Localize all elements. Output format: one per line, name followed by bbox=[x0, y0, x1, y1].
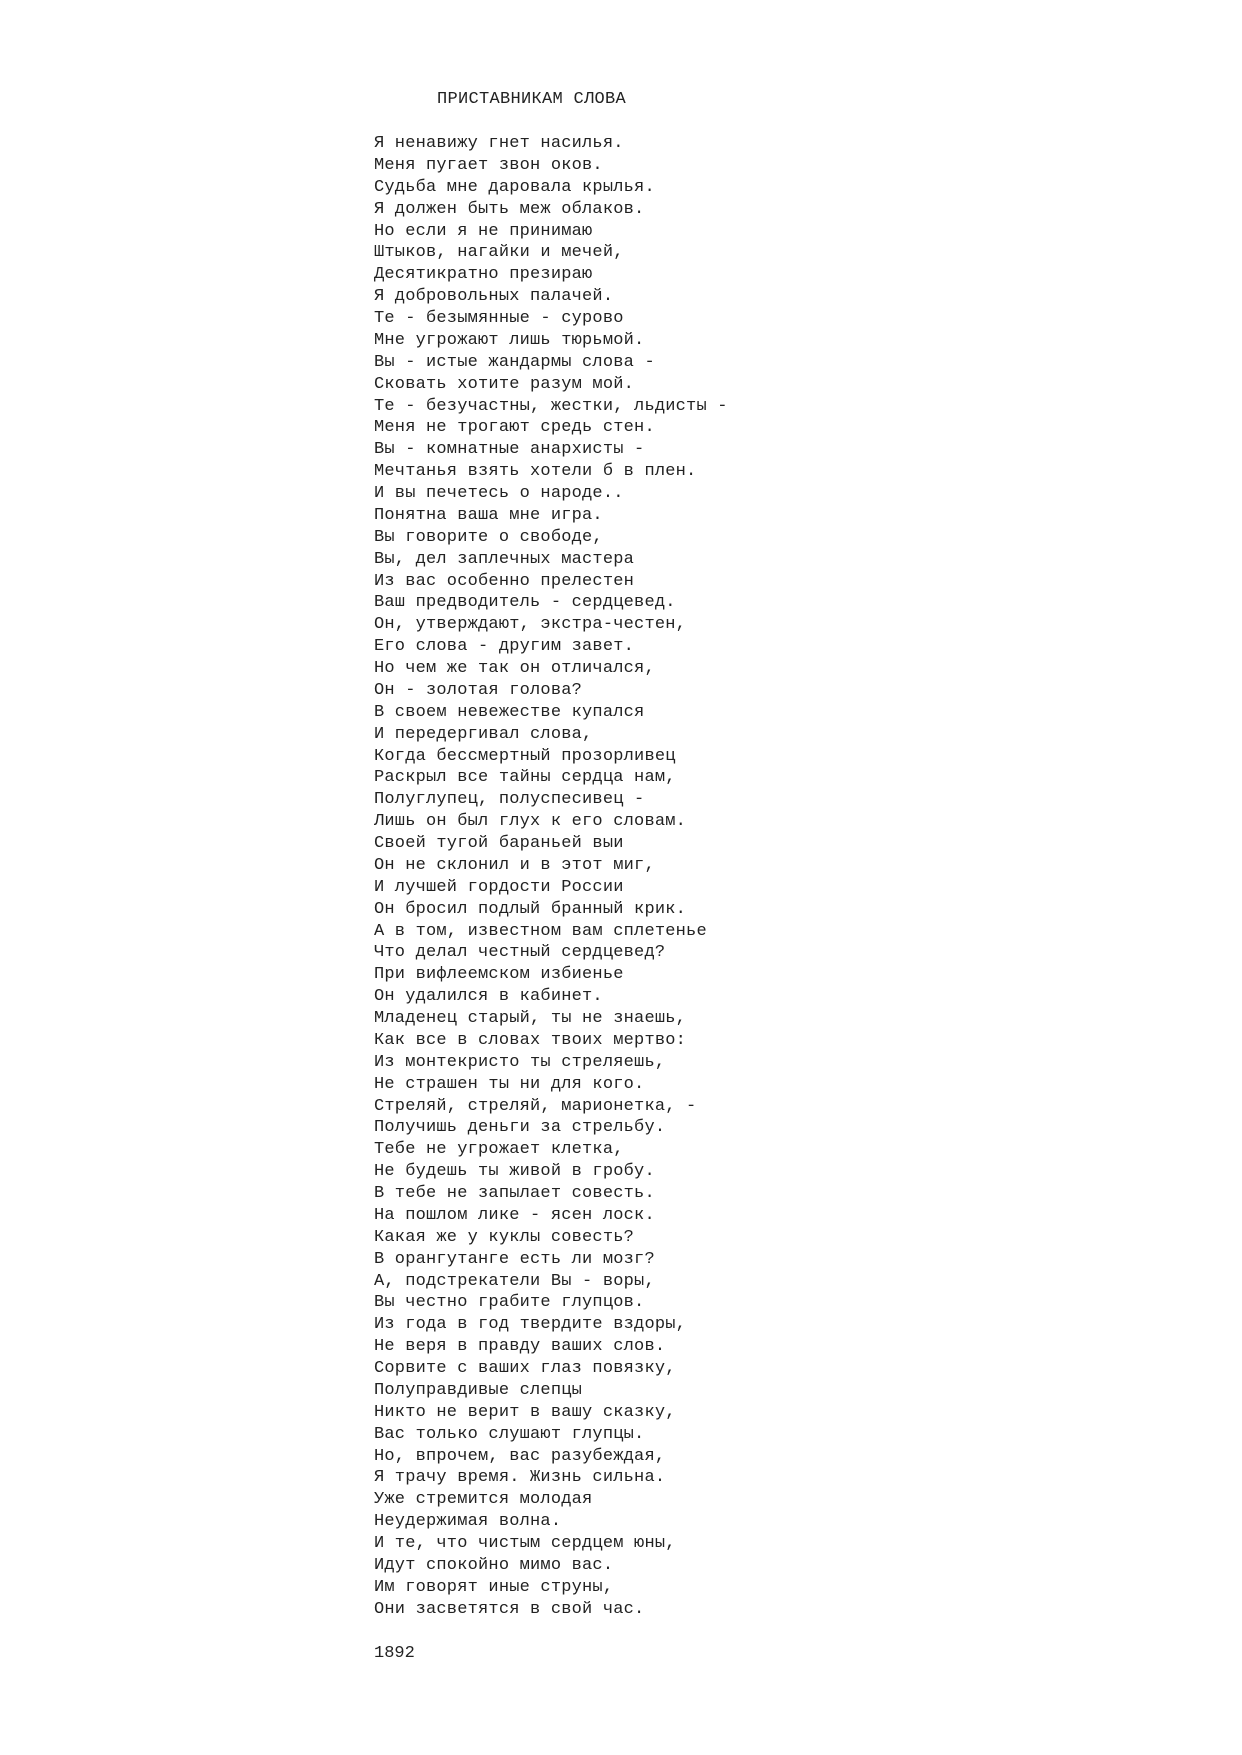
poem-line: В тебе не запылает совесть. bbox=[374, 1184, 655, 1203]
poem-line: Идут спокойно мимо вас. bbox=[374, 1555, 614, 1575]
poem-line: Меня пугает звон оков. bbox=[374, 155, 603, 175]
poem-line: Из года в год твердите вздоры, bbox=[374, 1315, 687, 1335]
poem-line: А, подстрекатели Вы - воры, bbox=[374, 1271, 655, 1291]
poem-year: 1892 bbox=[374, 1644, 415, 1663]
poem-title: ПРИСТАВНИКАМ СЛОВА bbox=[437, 90, 627, 109]
poem-line: Как все в словах твоих мертво: bbox=[374, 1030, 687, 1050]
poem-line: При вифлеемском избиенье bbox=[374, 965, 624, 985]
poem-line: Но чем же так он отличался, bbox=[374, 659, 655, 678]
poem-line: Понятна ваша мне игра. bbox=[374, 505, 603, 525]
poem-line: Я добровольных палачей. bbox=[374, 287, 614, 307]
poem-line: Сорвите с ваших глаз повязку, bbox=[374, 1359, 676, 1378]
poem-line: Стреляй, стреляй, марионетка, - bbox=[374, 1096, 697, 1116]
poem-line: Вы, дел заплечных мастера bbox=[374, 549, 635, 569]
poem-line: Он, утверждают, экстра-честен, bbox=[374, 615, 687, 635]
poem-line: Своей тугой бараньей выи bbox=[374, 834, 624, 853]
poem-line: Когда бессмертный прозорливец bbox=[374, 746, 676, 766]
poem-line: И те, что чистым сердцем юны, bbox=[374, 1534, 676, 1553]
poem-line: Он удалился в кабинет. bbox=[374, 987, 603, 1007]
poem-line: Раскрыл все тайны сердца нам, bbox=[374, 768, 676, 788]
poem-line: Он бросил подлый бранный крик. bbox=[374, 899, 687, 919]
poem-line: Вас только слушают глупцы. bbox=[374, 1424, 645, 1444]
poem-line: Не будешь ты живой в гробу. bbox=[374, 1162, 655, 1182]
poem-line: И передергивал слова, bbox=[374, 724, 593, 744]
poem-line: Но если я не принимаю bbox=[374, 221, 593, 241]
poem-line: Мне угрожают лишь тюрьмой. bbox=[374, 330, 645, 350]
poem-line: Те - безучастны, жестки, льдисты - bbox=[374, 396, 728, 416]
poem-line: В своем невежестве купался bbox=[374, 702, 645, 722]
poem-line: Младенец старый, ты не знаешь, bbox=[374, 1009, 687, 1028]
poem-line: Не веря в правду ваших слов. bbox=[374, 1337, 666, 1357]
poem-line: Десятикратно презираю bbox=[374, 265, 593, 285]
poem-line: В орангутанге есть ли мозг? bbox=[374, 1249, 655, 1269]
poem-line: Какая же у куклы совесть? bbox=[374, 1227, 635, 1247]
poem-line: Не страшен ты ни для кого. bbox=[374, 1074, 645, 1094]
poem-line: Я должен быть меж облаков. bbox=[374, 199, 645, 219]
poem-line: Они засветятся в свой час. bbox=[374, 1599, 645, 1619]
poem-line: Сковать хотите разум мой. bbox=[374, 374, 635, 394]
poem-line: Ваш предводитель - сердцевед. bbox=[374, 593, 676, 613]
poem-line: Неудержимая волна. bbox=[374, 1512, 562, 1532]
poem-line: Он - золотая голова? bbox=[374, 680, 583, 700]
poem-line: Меня не трогают средь стен. bbox=[374, 418, 655, 438]
poem-line: Уже стремится молодая bbox=[374, 1490, 593, 1510]
poem-line: Никто не верит в вашу сказку, bbox=[374, 1402, 676, 1422]
poem-line: Он не склонил и в этот миг, bbox=[374, 855, 655, 875]
poem-line: Из монтекристо ты стреляешь, bbox=[374, 1052, 666, 1072]
poem-line: Лишь он был глух к его словам. bbox=[374, 812, 687, 832]
poem-line: Его слова - другим завет. bbox=[374, 637, 635, 657]
poem-line: Из вас особенно прелестен bbox=[374, 571, 635, 591]
poem-line: Мечтанья взять хотели б в плен. bbox=[374, 462, 697, 482]
poem-line: Те - безымянные - сурово bbox=[374, 309, 624, 328]
poem-line: Вы говорите о свободе, bbox=[374, 527, 603, 547]
poem-line: И лучшей гордости России bbox=[374, 877, 624, 897]
poem-line: Судьба мне даровала крылья. bbox=[374, 177, 655, 197]
poem-line: Вы - комнатные анархисты - bbox=[374, 440, 645, 460]
poem-line: Им говорят иные струны, bbox=[374, 1577, 614, 1597]
poem-body bbox=[374, 133, 728, 1621]
poem-line: Я ненавижу гнет насилья. bbox=[374, 134, 624, 153]
poem-line: Штыков, нагайки и мечей, bbox=[374, 243, 624, 263]
poem-line: Получишь деньги за стрельбу. bbox=[374, 1118, 666, 1138]
poem-line: Вы честно грабите глупцов. bbox=[374, 1293, 645, 1313]
poem-line: А в том, известном вам сплетенье bbox=[374, 921, 707, 941]
poem-line: На пошлом лике - ясен лоск. bbox=[374, 1205, 655, 1225]
poem-line: Полуглупец, полуспесивец - bbox=[374, 790, 645, 810]
poem-line: Тебе не угрожает клетка, bbox=[374, 1140, 624, 1160]
poem-line: Я трачу время. Жизнь сильна. bbox=[374, 1468, 666, 1488]
poem-line: И вы печетесь о народе.. bbox=[374, 484, 624, 503]
poem-line: Что делал честный сердцевед? bbox=[374, 943, 666, 963]
poem-line: Вы - истые жандармы слова - bbox=[374, 352, 655, 372]
poem-line: Но, впрочем, вас разубеждая, bbox=[374, 1446, 666, 1466]
poem-line: Полуправдивые слепцы bbox=[374, 1380, 583, 1400]
